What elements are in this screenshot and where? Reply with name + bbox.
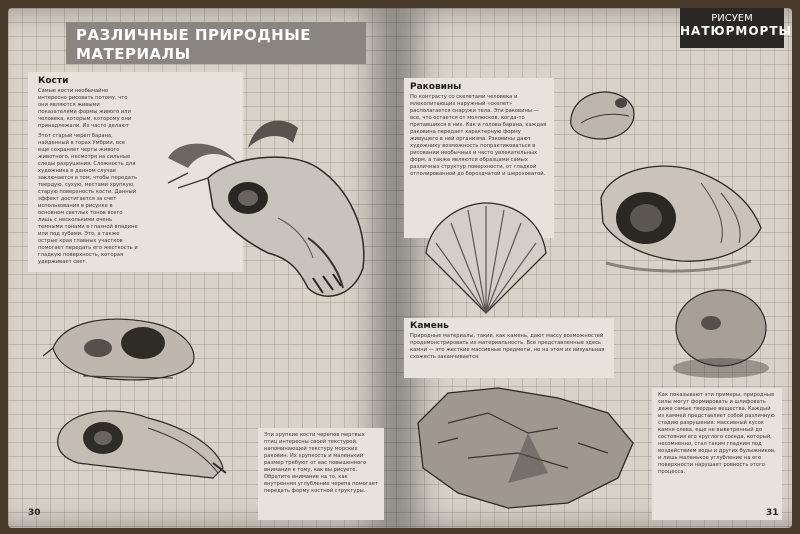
stone-heading: Камень <box>410 321 449 331</box>
cone-shell-drawing <box>561 78 641 148</box>
page-number-left: 30 <box>28 508 41 518</box>
shells-heading: Раковины <box>410 82 462 92</box>
ram-skull-drawing <box>148 118 388 308</box>
page-number-right: 31 <box>766 508 779 518</box>
bird-skull-drawing-2 <box>48 398 228 493</box>
round-pebble-drawing <box>666 278 776 388</box>
stone-caption-text: Как показывают эти примеры, природные силы могут формировать и шлифовать даже самые твердые вещества. Каждый из камней представляет собой различную стадию разрушения: массивный кусок камня слева, еще не выветренный до состояния его круглого соседа, который, несомненно, стал таким гладким под воздействием воды и других булыжников, и лишь маленькое углубление на его поверхности нарушает ровность этого процесса. <box>658 392 776 475</box>
stone-text: Природные материалы, такие, как камень, дают массу возможностей продемонстрировать их материальность. Все представленные здесь камни — это жесткие массивные предметы, но на этом их визуальная схожесть заканчивается. <box>410 333 605 360</box>
bird-skull-description-text: Эти хрупкие кости черепов мертвых птиц интересны своей текстурой, напоминающей текстуру морских раковин. Их хрупкость и маленький размер требуют от вас повышенного внимания к тому, как вы рисуете. Обратите внимание на то, как внутренняя углубление черепа помогает передать форму костной структуры. <box>264 432 378 494</box>
left-page <box>8 8 396 528</box>
rough-rock-drawing <box>408 383 638 513</box>
bird-skull-drawing-1 <box>43 308 203 388</box>
section-tag <box>680 8 792 48</box>
right-page <box>396 8 792 528</box>
whelk-shell-drawing <box>591 143 766 278</box>
bones-intro-text: Самые кости необычайно интересно рисовать потому, что они являются живыми показателями формы живого или человека, которым, которому они принадлежали. Их часто делают <box>38 88 132 128</box>
section-tag-big: НАТЮРМОРТЫ <box>680 24 792 38</box>
page-header-title: РАЗЛИЧНЫЕ ПРИРОДНЫЕ МАТЕРИАЛЫ <box>66 22 366 64</box>
skull-description-text: Этот старый череп барана, найденный в горах Умбрии, все еще сохраняет черты живого животного, несмотря на сильные следы разрушения. Сложность для художника в данном случае заключается в том, чтобы передать твердую, сухую, местами хрупкую, старую поверхность кости. Данный эффект достигается за счет использования в рисунке в основном светлых тонов всего лишь с несколькими очень темными тонами в глазной впадине или под зубами. Это, а также острые края главных участков помогает передать его жесткость и гладкую поверхность, которая удерживает свет. <box>38 133 138 265</box>
shells-text: По контрасту со скелетами человека и млекопитающих наружный «скелет» располагается снаружи тела. Эти раковины — все, что остается от моллюсков, когда-то прятавшихся в них. Как и голова барана, каждая раковина передает характерную форму живущего в ней организма. Раковины дают художнику возможность попрактиковаться в рисовании необычных и часто увлекательных форм, а также являются образцами самых различных структур поверхности, от гладкой отполированной до бороздчатой и шероховатой. <box>410 94 547 177</box>
bones-heading: Кости <box>38 76 69 86</box>
section-tag-small: РИСУЕМ <box>711 13 753 24</box>
scallop-shell-drawing <box>416 198 556 318</box>
